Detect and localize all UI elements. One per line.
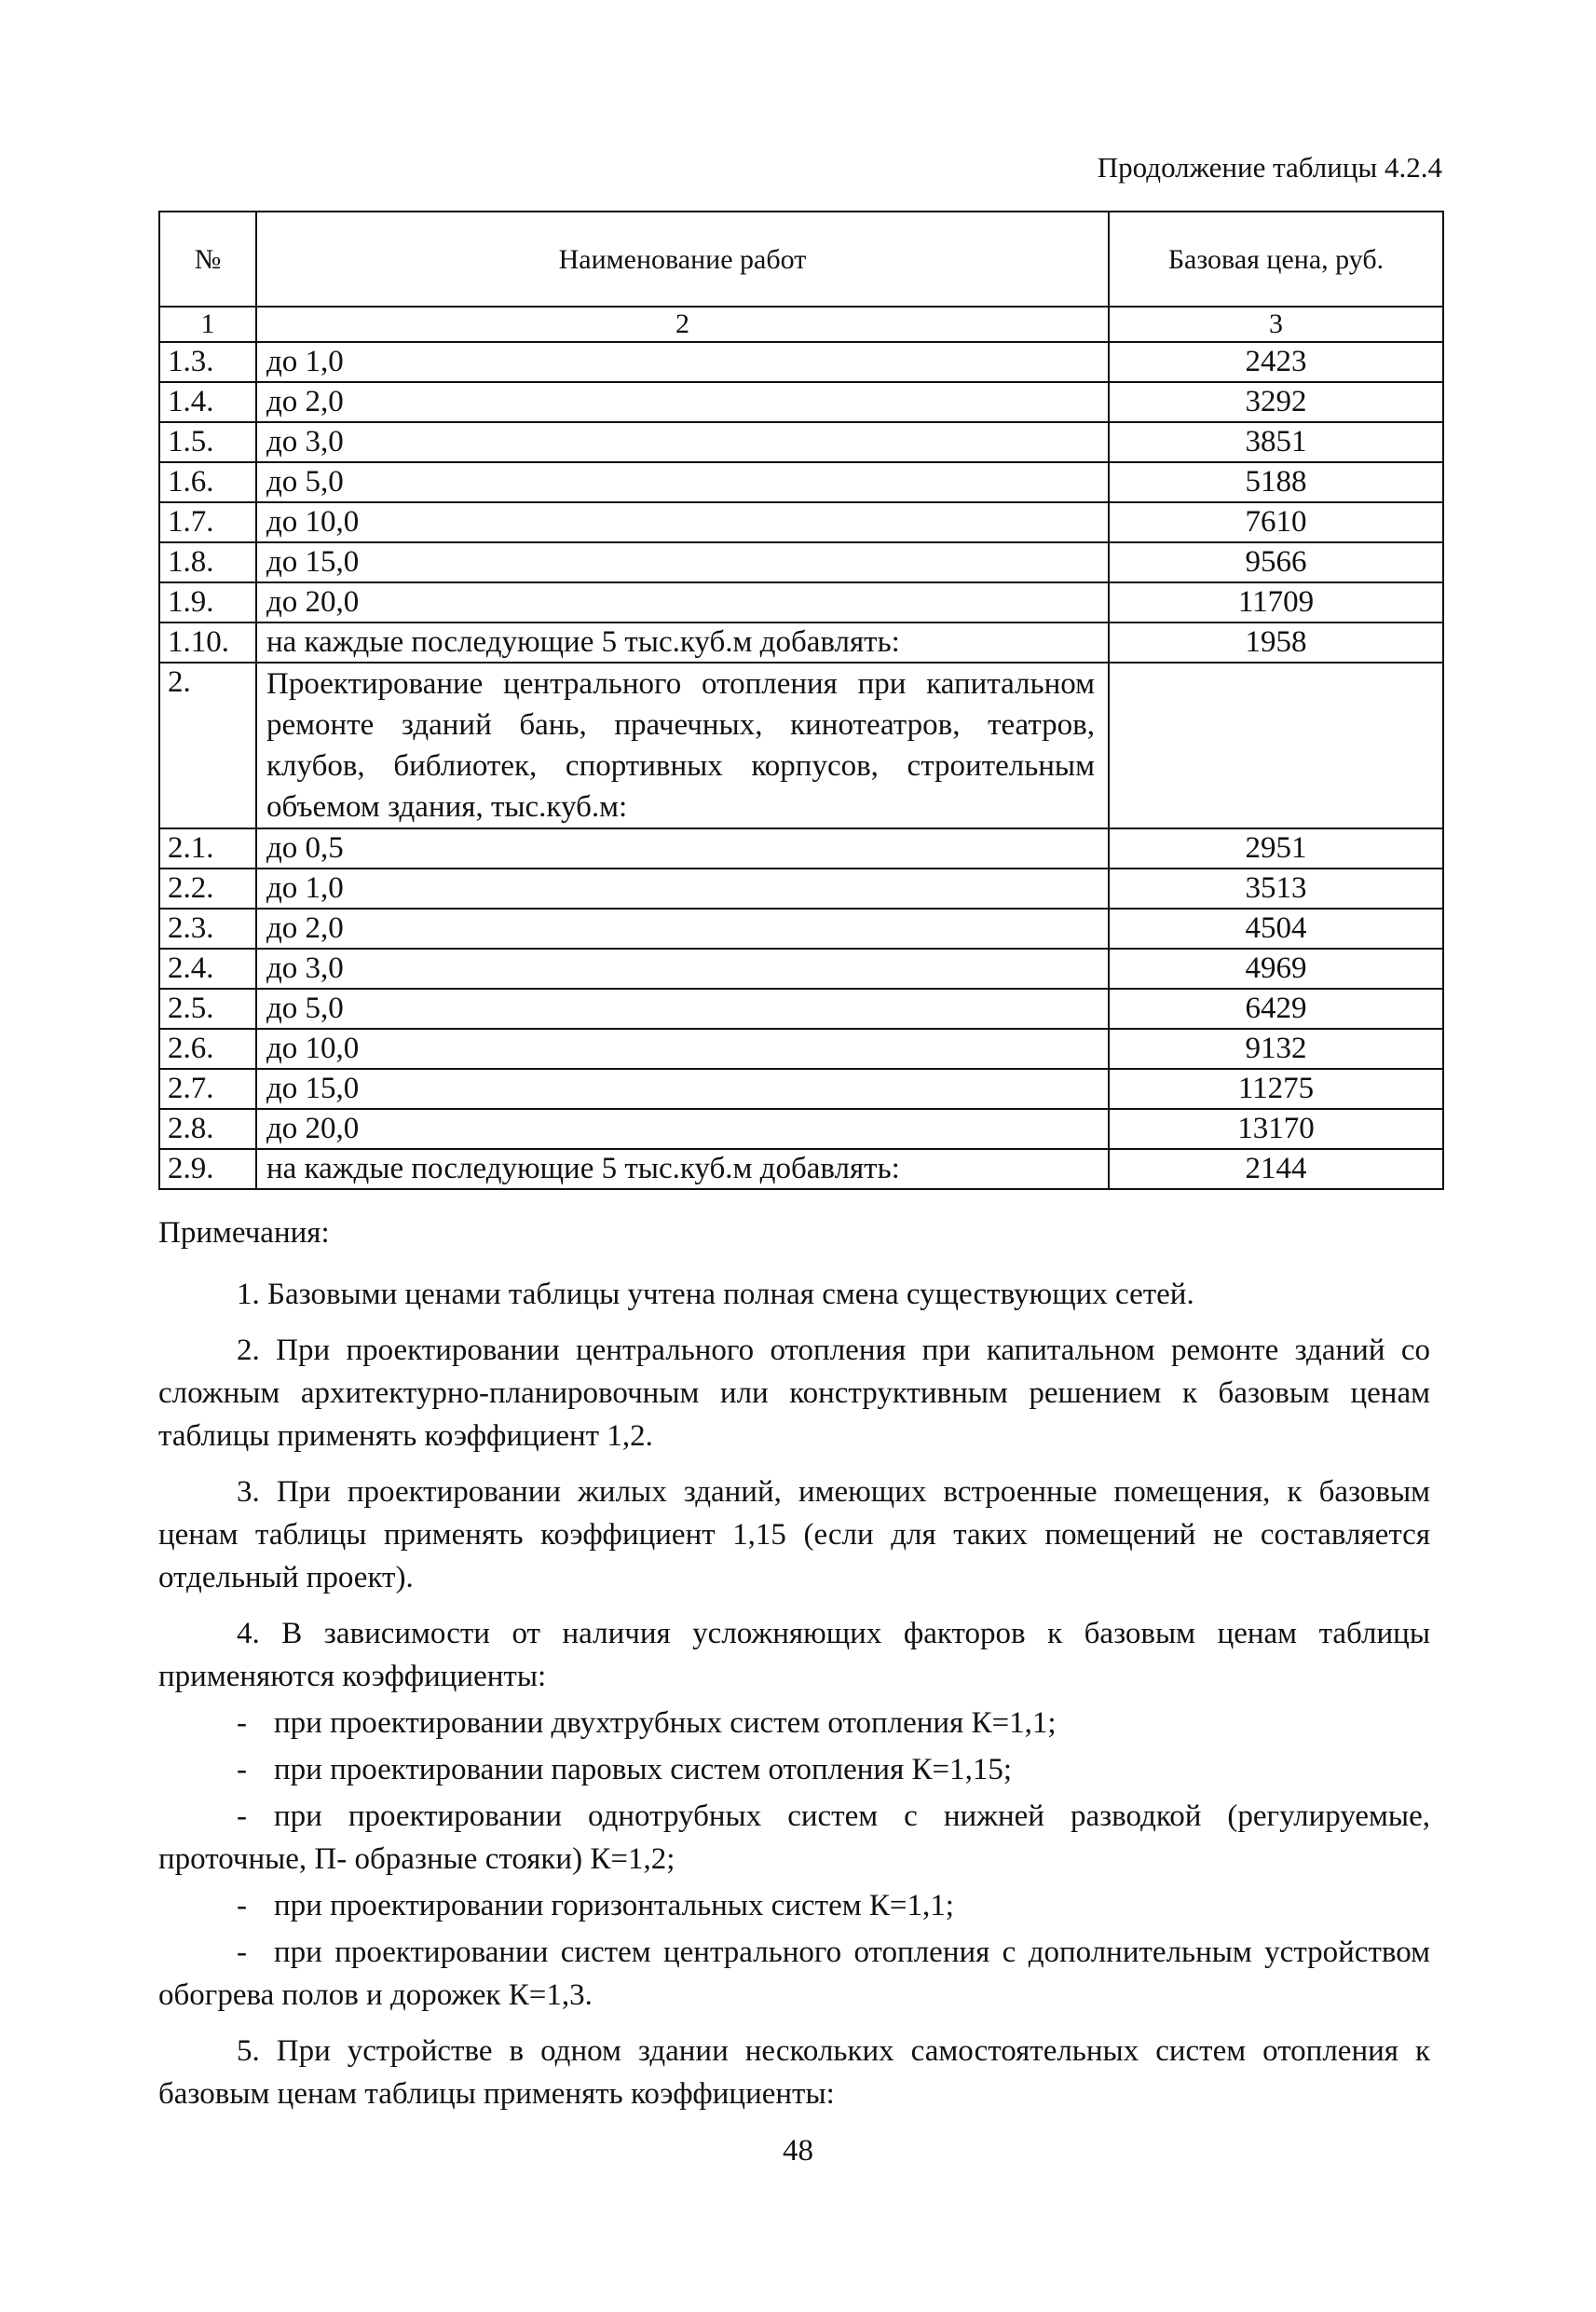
- row-price: 3851: [1109, 422, 1443, 462]
- row-work-name: до 15,0: [256, 542, 1109, 582]
- row-work-name: до 10,0: [256, 1029, 1109, 1069]
- note-4-item-text: при проектировании паровых систем отопления К=1,15;: [274, 1753, 1013, 1786]
- row-price: 4969: [1109, 949, 1443, 989]
- row-price: 2951: [1109, 828, 1443, 869]
- row-work-name: до 10,0: [256, 502, 1109, 542]
- note-2: 2. При проектировании центрального отопления при капитальном ремонте зданий со сложным архитектурно-планировочным или конструктивным решением к базовым ценам таблицы применять коэффициент 1,2.: [158, 1334, 1430, 1453]
- row-number: 1.3.: [159, 342, 256, 382]
- row-work-name: [256, 663, 1109, 828]
- note-4-item-text: при проектировании двухтрубных систем отопления К=1,1;: [274, 1706, 1057, 1740]
- row-work-name: до 0,5: [256, 828, 1109, 869]
- note-4-item: [158, 1931, 1430, 2017]
- row-number: 2.3.: [159, 909, 256, 949]
- row-number: 2.4.: [159, 949, 256, 989]
- table-row: [159, 342, 1443, 382]
- row-number: 1.8.: [159, 542, 256, 582]
- row-number: 1.9.: [159, 582, 256, 622]
- table-row: [159, 622, 1443, 663]
- table-row: [159, 909, 1443, 949]
- note-4-item-text: при проектировании систем центрального отопления с дополнительным устройством обогрева полов и дорожек К=1,3.: [158, 1936, 1430, 2012]
- row-price: 5188: [1109, 462, 1443, 502]
- row-price: 9132: [1109, 1029, 1443, 1069]
- row-number: 1.7.: [159, 502, 256, 542]
- table-index-row: [159, 307, 1443, 342]
- row-price: 7610: [1109, 502, 1443, 542]
- table-row: [159, 989, 1443, 1029]
- row-number: 2.2.: [159, 869, 256, 909]
- row-number: 2.5.: [159, 989, 256, 1029]
- note-1: 1. Базовыми ценами таблицы учтена полная смена существующих сетей.: [237, 1278, 1194, 1311]
- row-work-name: до 5,0: [256, 462, 1109, 502]
- row-price: 2144: [1109, 1149, 1443, 1189]
- row-work-name: до 3,0: [256, 949, 1109, 989]
- note-4-item: [158, 1702, 1430, 1744]
- row-number: 1.10.: [159, 622, 256, 663]
- row-work-name: до 20,0: [256, 582, 1109, 622]
- row-work-name: на каждые последующие 5 тыс.куб.м добавлять:: [256, 622, 1109, 663]
- note-4: 4. В зависимости от наличия усложняющих факторов к базовым ценам таблицы применяются коэффициенты:: [158, 1617, 1430, 1693]
- row-price: 3292: [1109, 382, 1443, 422]
- row-work-name: до 1,0: [256, 342, 1109, 382]
- table-row: [159, 422, 1443, 462]
- table-row: [159, 582, 1443, 622]
- table-row: [159, 462, 1443, 502]
- dash-marker: -: [237, 1889, 247, 1922]
- note-4-item-text: при проектировании однотрубных систем с нижней разводкой (регулируемые, проточные, П- образные стояки) К=1,2;: [158, 1799, 1430, 1876]
- table-row: [159, 949, 1443, 989]
- dash-marker: -: [237, 1706, 247, 1740]
- dash-marker: -: [237, 1936, 247, 1969]
- table-row: [159, 502, 1443, 542]
- row-work-name: до 20,0: [256, 1109, 1109, 1149]
- price-table: [158, 211, 1444, 1190]
- note-4-item: [158, 1884, 1430, 1927]
- notes-heading: Примечания:: [158, 1216, 330, 1250]
- table-row: [159, 382, 1443, 422]
- row-number: 2.7.: [159, 1069, 256, 1109]
- note-3: 3. При проектировании жилых зданий, имеющих встроенные помещения, к базовым ценам таблицы применять коэффициент 1,15 (если для таких помещений не составляется отдельный проект).: [158, 1475, 1430, 1594]
- row-price: 1958: [1109, 622, 1443, 663]
- row-price: [1109, 663, 1443, 828]
- note-4-item: [158, 1795, 1430, 1881]
- table-row: [159, 1109, 1443, 1149]
- note-5: 5. При устройстве в одном здании нескольких самостоятельных систем отопления к базовым ценам таблицы применять коэффициенты:: [158, 2034, 1430, 2111]
- row-number: 2.: [159, 663, 256, 828]
- row-number: 1.5.: [159, 422, 256, 462]
- row-price: 11275: [1109, 1069, 1443, 1109]
- header-work-name: Наименование работ: [256, 212, 1109, 307]
- table-row: [159, 1029, 1443, 1069]
- row-work-name: до 5,0: [256, 989, 1109, 1029]
- row-number: 2.9.: [159, 1149, 256, 1189]
- index-cell: 2: [256, 307, 1109, 342]
- row-number: 2.1.: [159, 828, 256, 869]
- row-price: 3513: [1109, 869, 1443, 909]
- section-description: Проектирование центрального отопления при капитальном ремонте зданий бань, прачечных, кинотеатров, театров, клубов, библиотек, спортивных корпусов, строительным объемом здания, тыс.куб.м:: [266, 667, 1095, 824]
- row-work-name: до 15,0: [256, 1069, 1109, 1109]
- table-continuation-caption: Продолжение таблицы 4.2.4: [1097, 151, 1442, 184]
- dash-marker: -: [237, 1753, 247, 1786]
- row-work-name: до 1,0: [256, 869, 1109, 909]
- table-row: [159, 542, 1443, 582]
- row-price: 2423: [1109, 342, 1443, 382]
- row-price: 9566: [1109, 542, 1443, 582]
- row-price: 13170: [1109, 1109, 1443, 1149]
- note-4-item: [158, 1748, 1430, 1791]
- header-number: №: [159, 212, 256, 307]
- row-price: 11709: [1109, 582, 1443, 622]
- row-price: 4504: [1109, 909, 1443, 949]
- row-number: 2.8.: [159, 1109, 256, 1149]
- row-number: 1.4.: [159, 382, 256, 422]
- row-work-name: до 2,0: [256, 909, 1109, 949]
- table-row: [159, 1069, 1443, 1109]
- row-price: 6429: [1109, 989, 1443, 1029]
- row-work-name: до 3,0: [256, 422, 1109, 462]
- index-cell: 1: [159, 307, 256, 342]
- header-base-price: Базовая цена, руб.: [1109, 212, 1443, 307]
- dash-marker: -: [237, 1799, 247, 1833]
- table-row: [159, 1149, 1443, 1189]
- table-row-section: [159, 663, 1443, 828]
- note-4-item-text: при проектировании горизонтальных систем К=1,1;: [274, 1889, 954, 1922]
- page-number: 48: [783, 2134, 813, 2168]
- notes-section: [158, 1211, 1430, 2128]
- row-number: 1.6.: [159, 462, 256, 502]
- table-row: [159, 869, 1443, 909]
- row-number: 2.6.: [159, 1029, 256, 1069]
- row-work-name: на каждые последующие 5 тыс.куб.м добавлять:: [256, 1149, 1109, 1189]
- row-work-name: до 2,0: [256, 382, 1109, 422]
- index-cell: 3: [1109, 307, 1443, 342]
- table-header-row: [159, 212, 1443, 307]
- table-row: [159, 828, 1443, 869]
